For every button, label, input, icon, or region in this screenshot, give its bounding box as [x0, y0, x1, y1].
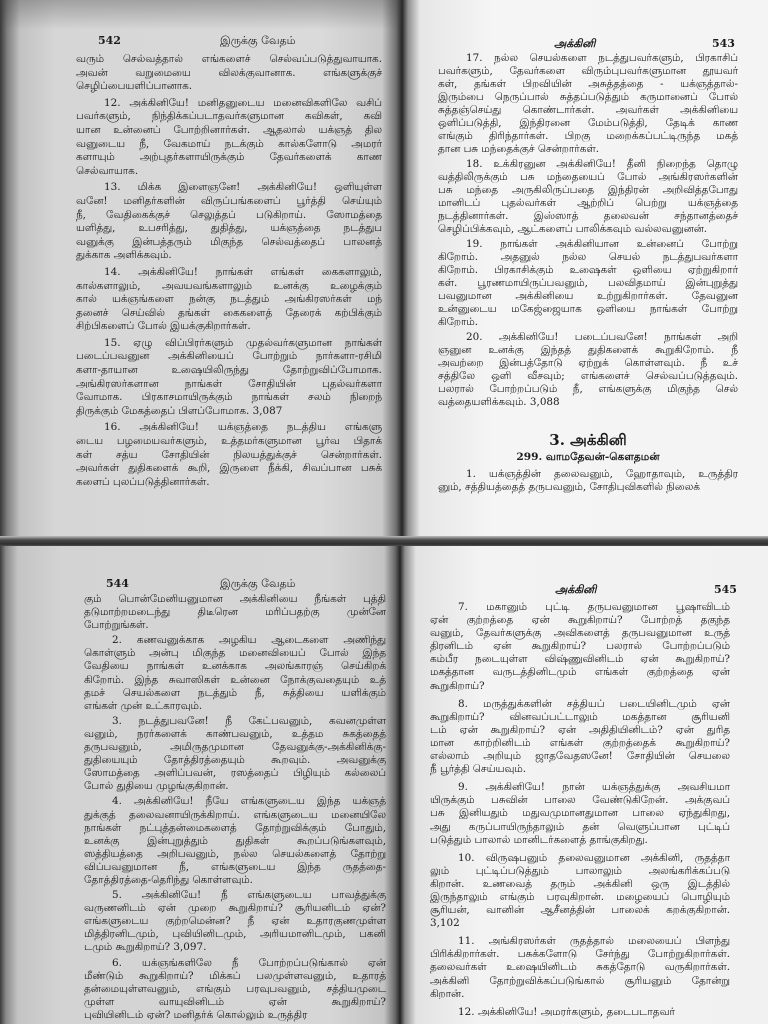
text-line: நடத்தினார்கள். இஸ்ஸாத் தலைவன் சந்தானத்தைச்: [438, 210, 738, 222]
text-line: அது கருப்பாயிருந்தாலும் தன் வெளுப்பான புட்டிப்: [430, 820, 730, 833]
paragraph: [430, 781, 730, 846]
page-text: [76, 53, 382, 489]
text-line: களாயும் அற்புதர்களாயிருக்கும் தேவர்களைக் காண: [76, 151, 382, 164]
text-line: மித்திரனிடமும், புவியினிடமும், அரியமானிடமும், பகனி: [84, 928, 386, 941]
text-line: தடுமாற்றமடைந்து திடீரென மரிப்பதற்கு முன்னே: [84, 606, 386, 619]
text-line: கிறான். உணவைத் தரும் அக்கினி ஒரு இடத்தில்: [430, 877, 730, 890]
paragraph: [84, 634, 386, 713]
text-line: னும், சத்தியத்தைத் தருபவனும், சோதிபுவிகளில் நிலைக்: [438, 481, 700, 493]
text-line: டைய பழமையவர்களும், உத்தமர்களுமான பூர்வ பிதாக்: [76, 435, 382, 448]
paragraph: [438, 468, 738, 494]
paragraph: [430, 601, 730, 693]
paragraph: [84, 715, 386, 794]
text-line: விப்பவனுமான நீ, எங்களுடைய இந்த ருதத்தை-: [84, 860, 386, 873]
text-line: தலைவர்கள் உஷையினிடம் சுகத்தோடு வருகிறார்கள்.: [430, 961, 730, 974]
text-line: படுத்தும் பாலால் மானிடர்களைத் தாங்குகிறது.: [430, 833, 648, 846]
text-line: எங்கள் முன் உட்காரவும்.: [84, 699, 203, 712]
text-line: எல்லாம் அறியும் ஜாதவேதஸனே! சோதியின் செயலை: [430, 750, 730, 763]
text-line: இருந்தாலும் எங்கும் பரவுகிறான். மழையைப் பொழியும்: [430, 890, 730, 903]
text-line: சூரியன், வானின் ஆசீனத்தின் பாலைக் கறக்குகிறான்.: [430, 904, 730, 917]
page-text: [84, 593, 386, 1022]
text-line: பவனுமான அக்கினியை உற்றுகிறார்கள். தேவனுன: [438, 290, 738, 302]
text-line: பிரிக்கிறார்கள். பசுக்களோடு சேர்ந்து போற்றுகிறார்கள்.: [430, 948, 730, 961]
book-page-left: [0, 546, 400, 1024]
text-line: யான உன்னைப் போற்றினார்கள். ஆதலால் யக்ஞத் தில: [76, 123, 382, 136]
text-line: திரனிடம் ஏன் கூறுகிறாய்? பலரால் போற்றப்படும்: [430, 640, 730, 653]
page-text: [430, 601, 730, 1019]
text-line: நீ பூர்த்தி செய்யவும்.: [430, 763, 527, 776]
text-line: மான காற்றினிடம் எங்கள் குற்றத்தைக் கூறுகிறாய்?: [430, 736, 730, 749]
text-line: நீ, வேதிகைக்குச் செலுத்தப் படுகிறாய். ஸோமத்தை: [76, 208, 382, 221]
text-line: தன்மையுள்ளவனும், எங்கும் பரவுபவனும், சத்தியமுடை: [84, 982, 386, 995]
text-line: 7. மகானும் புட்டி தருபவனுமான பூஷாவிடம்: [458, 601, 730, 613]
paragraph: [76, 421, 382, 489]
paragraph: [84, 957, 386, 1022]
paragraph: [430, 698, 730, 777]
text-line: கம்பீர நடையுள்ள விஷ்ணுவினிடம் ஏன் கூறுகிறாய்?: [430, 653, 730, 666]
text-line: அவற்றை இன்பத்தோடு ஏற்றுக் கொள்ளவும். நீ உச்: [438, 357, 738, 369]
text-line: ஸத்தியத்தை அறிபவனும், நல்ல செயல்களைத் தோற்று: [84, 847, 386, 860]
book-page-left: [0, 0, 402, 538]
text-line: 17. நல்ல செயல்களை நடத்துபவர்களும், பிரகாசிப்: [466, 52, 738, 64]
text-line: கூறுகிறாய்? வினவப்பட்டாலும் மகத்தான சூரியனி: [430, 710, 730, 723]
paragraph: [76, 181, 382, 263]
paragraph: [84, 795, 386, 887]
text-line: அக்கினி தோற்றுவிக்கப்படுங்கால் சூரியனும் தோன்று: [430, 974, 730, 987]
text-line: செழிப்பையளிப்பானாக.: [76, 80, 193, 93]
text-line: கூறுகிறாய்?: [430, 679, 485, 692]
paragraph: [76, 337, 382, 419]
text-line: பலரால் போற்றப்படும் நீ, எங்களுக்கு மிகுந்த செல்: [438, 383, 738, 395]
paragraph: [430, 852, 730, 931]
text-line: வரும் செல்வத்தால் எங்களைச் செல்வப்படுத்துவாயாக.: [76, 53, 382, 65]
text-line: கிறோம். பிரகாசிக்கும் உஷைகள் ஒளியை ஏற்றுகிறார்: [438, 264, 738, 276]
text-line: செழிப்பிக்கவும், ஆட்களைப் பாலிக்கவும் வல்லவனுனன்.: [438, 223, 708, 235]
text-line: 3. நடத்துபவனே! நீ கேட்பவனும், கவனமுள்ள: [112, 714, 386, 727]
page-number: 542: [98, 34, 121, 47]
text-line: ஸோமத்தை அளிப்பவன், ரஸத்தைப் பிழியும் கல்லைப்: [84, 767, 386, 780]
text-line: 12. அக்கினியே! அமரர்களும், தடைபடாதவர்: [458, 1005, 675, 1018]
text-line: எங்கும் திரிந்தார்கள். பிறகு மறைக்கப்பட்டிருந்த மகத்: [438, 130, 738, 142]
text-line: வத்தையளிக்கவும். 3,088: [438, 396, 560, 408]
text-line: எங்களுடைய குற்றமென்ன? நீ ஏன் உதாரகுணமுள்ள: [84, 915, 386, 928]
text-line: களா-தாயான உஷையிலிருந்து தோற்றுவிப்போமாக.: [76, 364, 382, 377]
running-head: அக்கினி: [555, 583, 597, 596]
text-line: செல்வாயாக.: [76, 164, 139, 177]
text-line: சத்திலே ஒளி வீசவும்; எங்களைச் செல்வப்படுத்தவும்.: [438, 370, 738, 382]
paragraph: [430, 935, 730, 1000]
text-line: சுத்தஞ்செய்து கொண்டார்கள். அவர்கள் அக்கினியை: [438, 104, 738, 116]
text-line: 1. யக்ஞத்தின் தலைவனும், ஹோதாவும், உருத்திர: [466, 468, 738, 480]
page-text: [438, 52, 738, 494]
text-line: ஒளிப்படுத்தி, இந்திரனை மேம்படுத்தி, தேடிக் காண: [438, 117, 738, 129]
text-line: 8. மருத்துக்களின் சத்தியப் படையினிடமும் ஏன்: [458, 697, 730, 710]
text-line: யிருக்கும் பசுவின் பாலை வேண்டுகிறேன். அக்குவப்: [430, 794, 730, 807]
text-line: வனும், நரர்களைக் காண்பவனும், உத்தம சுகத்தைத்: [84, 727, 386, 740]
text-line: அங்கிரஸர்களான நாங்கள் சோதியின் புதல்வர்களா: [76, 377, 382, 390]
text-line: 9. அக்கினியே! நான் யக்ஞத்துக்கு அவசியமா: [458, 781, 730, 794]
text-line: வனே! மனிதர்களின் விருப்பங்களைப் பூர்த்தி செய்யும்: [76, 194, 382, 207]
bottom-book-spread-photo: [0, 546, 768, 1024]
text-line: கிறான்.: [430, 987, 465, 1000]
text-line: தமச் செயல்களை நடத்தும் நீ, சுத்தியை யளிக்கும்: [84, 686, 386, 699]
text-line: போற்றுங்கள்.: [84, 619, 149, 632]
text-line: போல் துதியை முழங்குகிறான்.: [84, 780, 229, 793]
text-line: தனைச் செய்வில் தங்கள் கைகளைத் தேரைக் கற்பிக்கும்: [76, 306, 382, 319]
text-line: புவியினிடம் ஏன்? மனிதர்க் கொல்லும் உருத்திர: [84, 1008, 308, 1021]
text-line: 4. அக்கினியே! நீயே எங்களுடைய இந்த யக்ஞத்: [112, 795, 386, 808]
text-line: 11. அங்கிரஸர்கள் ருதத்தால் மலையைப் பிளந்து: [458, 935, 730, 948]
text-line: அவன் வறுமையை விலக்குவானாக. எங்களுக்குச்: [76, 66, 382, 79]
text-line: நாங்கள் நட்புத்தன்மைகளைத் தோற்றுவிக்கும் போதும்,: [84, 821, 386, 834]
paragraph: [430, 1006, 730, 1019]
paragraph: [438, 52, 738, 156]
text-line: 14. அக்கினியே! நாங்கள் எங்கள் கைகளாலும்,: [104, 265, 382, 278]
text-line: வேதியை நாங்கள் உனக்காக அலங்காரஞ் செய்கிறக்: [84, 660, 386, 673]
paragraph: [84, 889, 386, 954]
text-line: வனுக்கு இன்பத்தரும் மிகுந்த செல்வத்தைப் பாலனத்: [76, 235, 382, 248]
text-line: டம் ஏன் கூறுகிறாய்? ஏன் அதிதியினிடம்? ஏன் துரித: [430, 723, 730, 736]
page-number: 545: [714, 583, 737, 596]
text-line: மகத்தான வருடத்தினிடமும் எங்கள் குற்றத்தை ஏன்: [430, 666, 730, 679]
text-line: கள், தங்கள் பிறவியின் அசுத்தத்தை - யக்ஞத்தால்-: [438, 78, 738, 90]
page-number: 544: [106, 577, 129, 590]
text-line: 3,102: [430, 917, 460, 930]
text-line: வனுடைய நீ, வேகமாய் நடக்கும் கால்களோடு அமரர்: [76, 137, 382, 150]
text-line: கும் பொன்மேனியனுமான அக்கினியை நீங்கள் புத்தி: [84, 593, 386, 605]
section-heading: 3. அக்கினி: [549, 431, 627, 449]
running-head: இருக்கு வேதம்: [220, 577, 296, 590]
text-line: 18. உக்கிரனுன அக்கினியே! தீனி நிறைந்த தொழு: [466, 158, 738, 170]
paragraph: [438, 158, 738, 236]
text-line: துக்காக அளிக்கவும்.: [76, 249, 172, 262]
text-line: தோத்திரத்தை-தெரிந்து கொள்ளவும்.: [84, 873, 253, 886]
text-line: கால் யக்ஞங்களை நன்கு நடத்தும் அங்கிரஸர்கள் மந்: [76, 293, 382, 306]
book-page-right: [402, 0, 768, 538]
text-line: 2. கணவனுக்காக அழகிய ஆடைகளை அணிந்து: [112, 634, 386, 647]
text-line: வருணனிடம் ஏன் முறை கூறுகிறாய்? சூரியனிடம் ஏன்?: [84, 902, 386, 915]
text-line: திருக்கும் மேகத்தைப் பிளப்போமாக. 3,087: [76, 404, 283, 417]
paragraph: [76, 53, 382, 94]
text-line: கிறோம். இந்த சுவாஸிகள் உன்னை நோக்குவதையும் உத்: [84, 673, 386, 686]
text-line: வோமாக. பிரகாசமாயிருக்கும் நாங்கள் சலம் நிறைந்: [76, 391, 382, 404]
text-line: தருபவனும், அமிருதமுமான தேவனுக்கு-அக்கினிக்கு-: [84, 741, 386, 754]
text-line: துக்குத் தலைவனாயிருக்கிறாய். எங்களுடைய மனையிலே: [84, 808, 386, 821]
paragraph: [84, 593, 386, 632]
text-line: பவர்களும், நிந்திக்கப்படாதவர்களுமான கவிகள், கவி: [76, 110, 382, 123]
text-line: முள்ள வாயுவினிடம் ஏன் கூறுகிறாய்?: [84, 995, 386, 1008]
text-line: படைப்பவனுன அக்கினியைப் போற்றும் நார்களா-ரசிமி: [76, 350, 382, 363]
text-line: தான பசு மந்தைக்குச் சென்றார்கள்.: [438, 143, 600, 155]
text-line: கொள்ளும் அன்பு மிகுந்த மனைவியைப் போல் இந்த: [84, 647, 386, 660]
text-line: டமும் கூறுகிறாய்? 3,097.: [84, 941, 207, 954]
text-line: ஏன் குற்றத்தை ஏன் கூறுகிறாய்? போற்றத் தகுந்த: [430, 614, 730, 627]
text-line: கால்களாலும், அவயவங்களாலும் உனக்கு உழைக்கும்: [76, 279, 382, 292]
text-line: வத்திலிருக்கும் பசு மந்தையைப் போல் அங்கிரஸர்களின்: [438, 171, 738, 183]
text-line: லும் புட்டிப்படுத்தும் பாலாலும் அலங்கரிக்கப்படு: [430, 864, 730, 877]
paragraph: [76, 266, 382, 334]
text-line: 20. அக்கினியே! படைப்பவனே! நாங்கள் அறி: [466, 331, 738, 343]
hymn-heading: 299. வாமதேவன்-கௌதமன்: [516, 451, 660, 463]
text-line: 12. அக்கினியே! மனிதனுடைய மனைவிகளிலே வசிப்: [104, 96, 382, 109]
text-line: இரும்பை நெருப்பால் சுத்தப்படுத்தும் கருமானைப் போல்: [438, 91, 738, 103]
text-line: கிறோம். அதனுல் நல்ல செயல் நடத்துபவர்களா: [438, 251, 738, 263]
text-line: 5. அக்கினியே! நீ எங்களுடைய பாவத்துக்கு: [112, 889, 386, 902]
text-line: களைப் புலப்படுத்தினார்கள்.: [76, 475, 210, 488]
paragraph: [438, 238, 738, 329]
text-line: உனக்கு இன்புறுத்தும் துதிகள் கூறப்படுங்களவும்,: [84, 834, 386, 847]
section-paragraphs: [438, 468, 738, 494]
running-head: இருக்கு வேதம்: [220, 34, 296, 47]
text-line: கள். பூரணமாயிருப்பவனும், பலவிதமாய் இன்புறுத்து: [438, 277, 738, 289]
text-line: 16. அக்கினியே! யக்ஞத்தை நடத்திய எங்களு: [104, 421, 382, 434]
text-line: வனும், தேவர்களுக்கு அவிகளைத் தருபவனுமான உருத்: [430, 627, 730, 640]
text-line: ஞனுன உனக்கு இந்தத் துதிகளைக் கூறுகிறோம். நீ: [438, 344, 738, 356]
text-line: 19. நாங்கள் அக்கினியான உன்னைப் போற்று: [466, 238, 738, 250]
paragraph: [76, 97, 382, 179]
text-line: கள் சத்ய சோதியின் நிலயத்துக்குச் சென்றார்கள்.: [76, 448, 382, 461]
text-line: அவர்கள் துதிகளைக் கூறி, இருளை நீக்கி, சிவப்பான பசுக்: [76, 462, 382, 475]
text-line: 15. ஏழு விப்பிரர்களும் முதல்வர்களுமான நாங்கள்: [104, 336, 382, 349]
text-line: சிற்பிகளைப் போல் இயக்குகிறார்கள்.: [76, 320, 251, 333]
text-line: பவர்களும், தேவர்களை விரும்புபவர்களுமான தூயவர்: [438, 65, 738, 77]
text-line: 6. யக்ஞங்களிலே நீ போற்றப்படுங்கால் ஏன்: [112, 956, 386, 969]
text-line: 13. மிக்க இளைஞனே! அக்கினியே! ஒளியுள்ள: [104, 181, 382, 194]
page-paragraphs: [438, 52, 738, 409]
text-line: யளித்து, உபசரித்து, துதித்து, யக்ஞத்தை நடத்துப: [76, 222, 382, 235]
text-line: உன்னுடைய மகேஜ்ஜையாக ஒளியை நாங்கள் போற்று: [438, 303, 738, 315]
book-page-right: [400, 546, 768, 1024]
page-number: 543: [712, 37, 735, 50]
text-line: கிறோம்.: [438, 316, 479, 328]
text-line: மானிடப் புதல்வர்கள் ஆற்றிப் பெற்று யக்ஞத்தை: [438, 197, 738, 209]
text-line: பசு மந்தை அருகிலிருப்பதை இந்திரன் அறிவித்தபோது: [438, 184, 738, 196]
text-line: பசு இனியதும் மதுவமுமானதுமான பாலை ஏந்துகிறது,: [430, 807, 730, 820]
text-line: மீண்டும் கூறுகிறாய்? மிக்கப் பலமுள்ளவனும், உதாரத்: [84, 969, 386, 982]
running-head: அக்கினி: [554, 37, 596, 50]
text-line: 10. விருஷபனும் தலைவனுமான அக்கினி, ருதத்தா: [458, 851, 730, 864]
text-line: துதியையும் தோத்திரத்தையும் கூறவும். அவனுக்கு: [84, 754, 386, 767]
paragraph: [438, 331, 738, 409]
